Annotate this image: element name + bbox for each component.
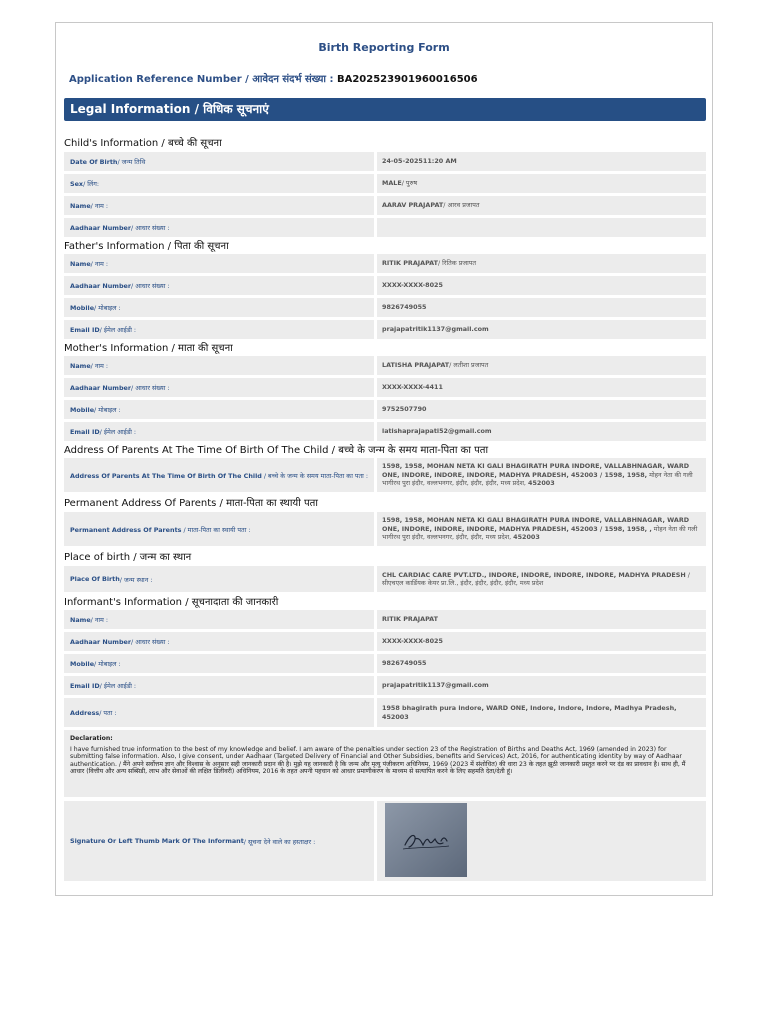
field-label: Email ID / ईमेल आईडी : bbox=[64, 422, 374, 441]
field-label: Aadhaar Number / आधार संख्या : bbox=[64, 276, 374, 295]
child-name-value: AARAV PRAJAPAT / आरव प्रजापत bbox=[377, 196, 706, 215]
father-aadhaar-row bbox=[64, 276, 706, 295]
declaration-title: Declaration: bbox=[70, 735, 113, 742]
father-email-row bbox=[64, 320, 706, 339]
mother-name-row bbox=[64, 356, 706, 375]
informant-aadhaar-row bbox=[64, 632, 706, 651]
father-email-value: prajapatritik1137@gmail.com bbox=[377, 320, 706, 339]
signature-image bbox=[385, 803, 467, 877]
field-label: Signature Or Left Thumb Mark Of The Informant / सूचना देने वाले का हस्ताक्षर : bbox=[64, 801, 374, 881]
informant-email-value: prajapatritik1137@gmail.com bbox=[377, 676, 706, 695]
informant-address-row bbox=[64, 698, 706, 727]
mother-aadhaar-row bbox=[64, 378, 706, 397]
permanent-address-value: 1598, 1958, MOHAN NETA KI GALI BHAGIRATH PURA INDORE, VALLABHNAGAR, WARD ONE, INDORE, INDORE, INDORE, MADHYA PRADESH, 452003 / 1598, 1958, , मोहन नेता की गली भागीरथ पुरा इंदौर, वल्लभनगर, इंदौर, इंदौर, मध्य प्रदेश, 452003 bbox=[377, 512, 706, 546]
father-mobile-value: 9826749055 bbox=[377, 298, 706, 317]
field-label: Mobile / मोबाइल : bbox=[64, 298, 374, 317]
address-birth-row bbox=[64, 458, 706, 492]
mother-email-row bbox=[64, 422, 706, 441]
address-birth-value: 1598, 1958, MOHAN NETA KI GALI BHAGIRATH PURA INDORE, VALLABHNAGAR, WARD ONE, INDORE, INDORE, INDORE, MADHYA PRADESH, 452003 / 1598, 1958, मोहन नेता की गली भागीरथ पुरा इंदौर, वल्लभनगर, इंदौर, इंदौर, इंदौर, मध्य प्रदेश, 452003 bbox=[377, 458, 706, 492]
father-name-row bbox=[64, 254, 706, 273]
child-sex-row bbox=[64, 174, 706, 193]
field-label: Name / नाम : bbox=[64, 356, 374, 375]
field-label: Mobile / मोबाइल : bbox=[64, 654, 374, 673]
field-label: Permanent Address Of Parents / माता-पिता का स्थायी पता : bbox=[64, 512, 374, 546]
field-label: Place Of Birth / जन्म स्थान : bbox=[64, 566, 374, 592]
signature-row bbox=[64, 801, 706, 881]
field-label: Aadhaar Number / आधार संख्या : bbox=[64, 378, 374, 397]
child-dob-row bbox=[64, 152, 706, 171]
application-reference bbox=[69, 71, 478, 85]
child-name-row bbox=[64, 196, 706, 215]
form-title: Birth Reporting Form bbox=[318, 41, 450, 54]
declaration-text: I have furnished true information to the best of my knowledge and belief. I am aware of the penalties under section 23 of the Registration of Births and Deaths Act, 1969 (amended in 2023) for submitting false information. Also, I give consent, under Aadhaar (Targeted Delivery of Financial and Other Subsidies, benefits and Services) Act, 2016, for authenticating identity by way of Aadhaar authentication. / मैंने अपने सर्वोत्तम ज्ञान और विश्वास के अनुसार सही जानकारी प्रदान की है। मुझे यह जानकारी है कि जन्म और मृत्यु पंजीकरण अधिनियम, 1969 (2023 में संशोधित) की धारा 23 के तहत झूठी जानकारी प्रस्तुत करने पर दंड का प्रावधान है। साथ ही, मैं आधार (वित्तीय और अन्य सब्सिडी, लाभ और सेवाओं की लक्षित डिलीवरी) अधिनियम, 2016 के तहत अपनी पहचान को आधार प्रमाणीकरण के माध्यम से सत्यापित करने के लिए सहमति देता/देती हूं। bbox=[70, 745, 686, 776]
child-sex-value: MALE / पुरुष bbox=[377, 174, 706, 193]
field-label: Email ID / ईमेल आईडी : bbox=[64, 320, 374, 339]
child-aadhaar-row bbox=[64, 218, 706, 237]
informant-name-row bbox=[64, 610, 706, 629]
field-label: Name / नाम : bbox=[64, 196, 374, 215]
field-label: Address / पता : bbox=[64, 698, 374, 727]
section-mother: Mother's Information / माता की सूचना bbox=[64, 343, 233, 354]
mother-name-value: LATISHA PRAJAPAT / लतीशा प्रजापत bbox=[377, 356, 706, 375]
section-permanent-address: Permanent Address Of Parents / माता-पिता का स्थायी पता bbox=[64, 498, 318, 509]
father-aadhaar-value: XXXX-XXXX-8025 bbox=[377, 276, 706, 295]
legal-information-banner: Legal Information / विधिक सूचनाएं bbox=[64, 98, 706, 121]
mother-mobile-value: 9752507790 bbox=[377, 400, 706, 419]
section-child: Child's Information / बच्चे की सूचना bbox=[64, 138, 222, 149]
field-label: Mobile / मोबाइल : bbox=[64, 400, 374, 419]
field-label: Name / नाम : bbox=[64, 254, 374, 273]
child-aadhaar-value bbox=[377, 218, 706, 237]
field-label: Email ID / ईमेल आईडी : bbox=[64, 676, 374, 695]
field-label: Address Of Parents At The Time Of Birth Of The Child / बच्चे के जन्म के समय माता-पिता का पता : bbox=[64, 458, 374, 492]
father-mobile-row bbox=[64, 298, 706, 317]
mother-aadhaar-value: XXXX-XXXX-4411 bbox=[377, 378, 706, 397]
mother-mobile-row bbox=[64, 400, 706, 419]
informant-name-value: RITIK PRAJAPAT bbox=[377, 610, 706, 629]
reference-label: Application Reference Number / आवेदन संदर्भ संख्या : bbox=[69, 74, 337, 85]
field-label: Sex / लिंग: bbox=[64, 174, 374, 193]
declaration-box bbox=[64, 730, 706, 797]
informant-aadhaar-value: XXXX-XXXX-8025 bbox=[377, 632, 706, 651]
reference-number: BA202523901960016506 bbox=[336, 74, 478, 85]
permanent-address-row bbox=[64, 512, 706, 546]
signature-cell bbox=[377, 801, 706, 881]
section-father: Father's Information / पिता की सूचना bbox=[64, 241, 229, 252]
field-label: Date Of Birth / जन्म तिथि bbox=[64, 152, 374, 171]
section-place-of-birth: Place of birth / जन्म का स्थान bbox=[64, 552, 192, 563]
field-label: Aadhaar Number / आधार संख्या : bbox=[64, 632, 374, 651]
informant-email-row bbox=[64, 676, 706, 695]
field-label: Name / नाम : bbox=[64, 610, 374, 629]
informant-mobile-row bbox=[64, 654, 706, 673]
section-informant: Informant's Information / सूचनादाता की जानकारी bbox=[64, 597, 279, 608]
field-label: Aadhaar Number / आधार संख्या : bbox=[64, 218, 374, 237]
child-dob-value: 24-05-202511:20 AM bbox=[377, 152, 706, 171]
place-of-birth-row bbox=[64, 566, 706, 592]
mother-email-value: latishaprajapati52@gmail.com bbox=[377, 422, 706, 441]
section-address-birth: Address Of Parents At The Time Of Birth Of The Child / बच्चे के जन्म के समय माता-पिता का पता bbox=[64, 445, 489, 456]
father-name-value: RITIK PRAJAPAT / रितिक प्रजापत bbox=[377, 254, 706, 273]
place-of-birth-value: CHL CARDIAC CARE PVT.LTD., INDORE, INDORE, INDORE, INDORE, MADHYA PRADESH / सीएचएल कार्डियक केयर प्रा.लि., इंदौर, इंदौर, इंदौर, इंदौर, मध्य प्रदेश bbox=[377, 566, 706, 592]
informant-mobile-value: 9826749055 bbox=[377, 654, 706, 673]
informant-address-value: 1958 bhagirath pura indore, WARD ONE, Indore, Indore, Indore, Madhya Pradesh, 452003 bbox=[377, 698, 706, 727]
form-page bbox=[55, 22, 713, 896]
